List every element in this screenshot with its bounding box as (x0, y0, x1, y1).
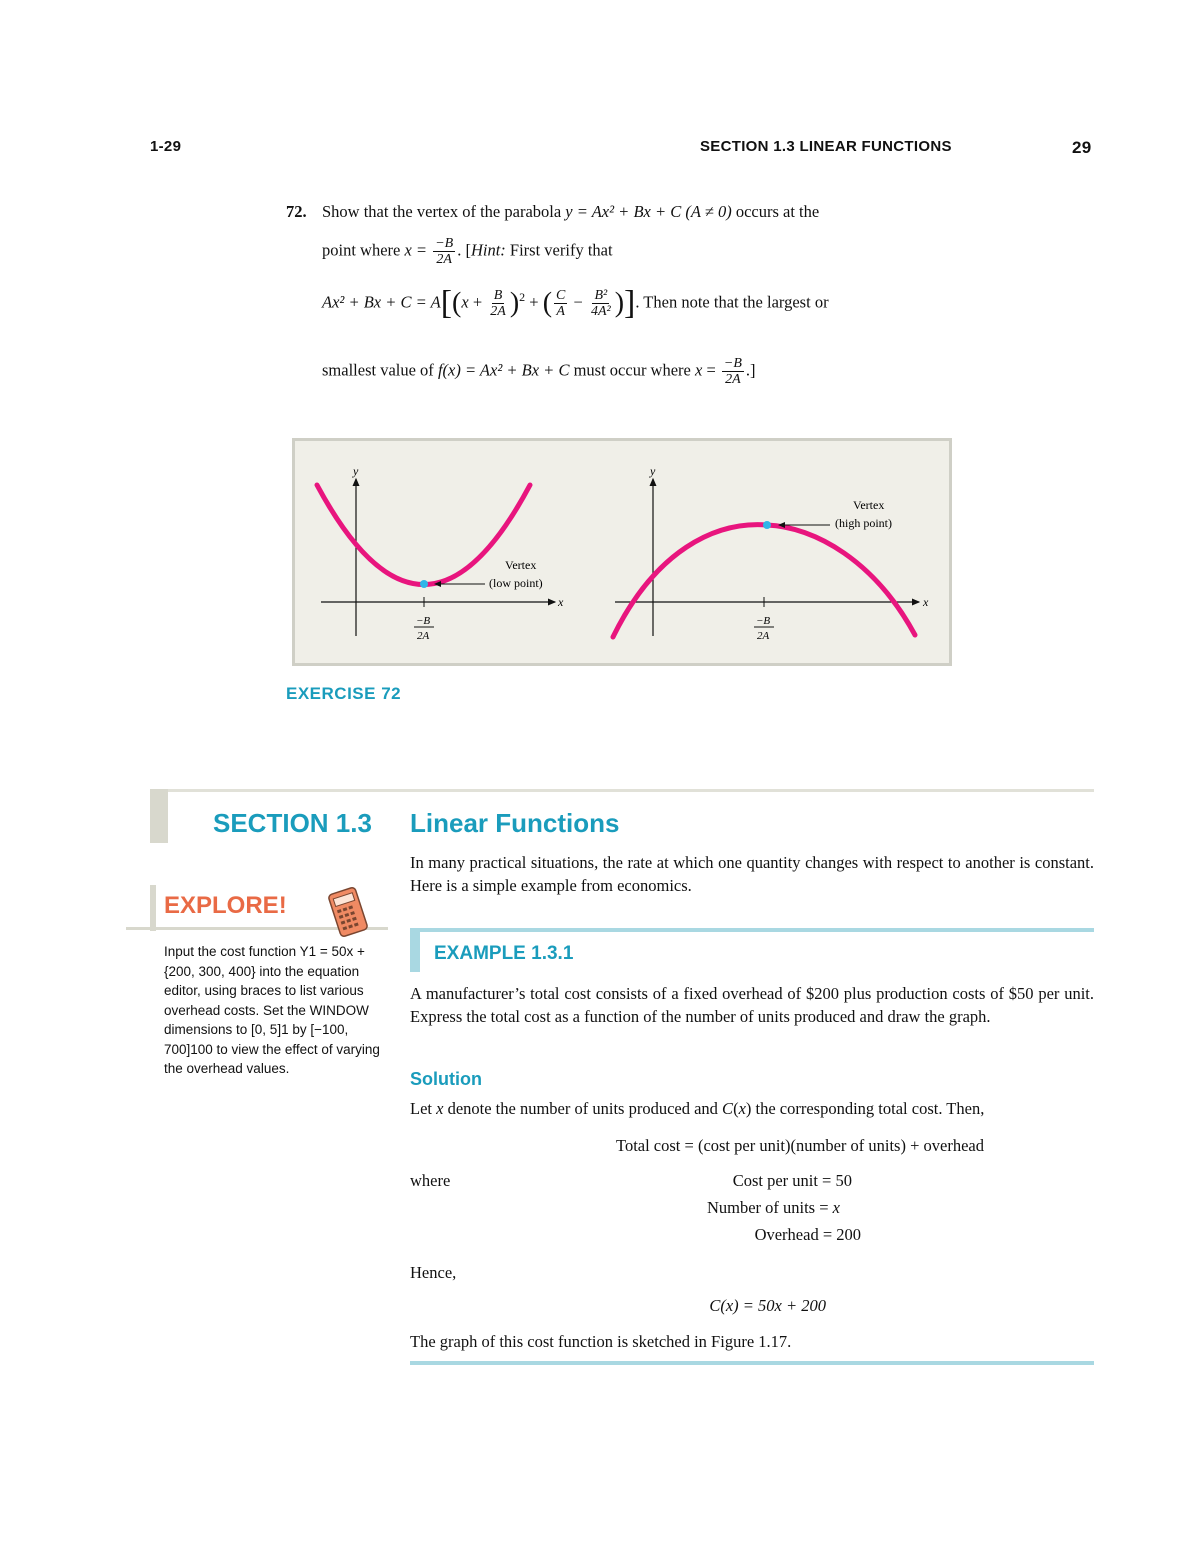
example-problem: A manufacturer’s total cost consists of a fixed overhead of $200 plus production costs of $50 per unit. Express the total cost as a function of the number of units produced and draw the graph. (410, 984, 1094, 1026)
example-end-rule (410, 1361, 1094, 1365)
cost-function: C(x) = 50x + 200 (709, 1296, 826, 1315)
right-vertex-label-1: Vertex (853, 498, 885, 512)
solution-heading: Solution (410, 1069, 482, 1089)
left-vertex-label-1: Vertex (505, 558, 537, 572)
parabola-diagrams (295, 441, 949, 663)
section-label: SECTION 1.3 (213, 808, 372, 838)
fraction-neg-b-over-2a: $\frac{-B}{2A}$ (435, 236, 454, 267)
total-cost-equation: Total cost = (cost per unit)(number of units) + overhead (616, 1136, 984, 1155)
section-intro: In many practical situations, the rate at which one quantity changes with respect to another is constant. Here is a simple example from economics. (410, 853, 1094, 895)
left-page-number: 1-29 (150, 138, 182, 155)
explore-text: Input the cost function Y1 = 50x + {200, 300, 400} into the equation editor, using braces to list various overhead costs. Set the WINDOW dimensions to [0, 5]1 by [−100, 700]100 to view the effect of varying the overhead values. (164, 944, 380, 1076)
example-rule (420, 928, 1094, 932)
right-vertex-label-2: (high point) (835, 516, 892, 530)
solution-line-1: Let x denote the number of units produced and C(x) the corresponding total cost. Then, (410, 1099, 985, 1118)
left-tick-den: 2A (417, 630, 430, 642)
example-bar (410, 928, 420, 972)
upward-parabola-curve (317, 485, 530, 585)
problem-line-2: point where x = $\frac{-B}{2A}$ . [Hint: First verify that (322, 236, 613, 267)
section-rule (168, 789, 1094, 792)
exercise-72-figure (292, 438, 952, 666)
figure-caption: EXERCISE 72 (286, 684, 402, 703)
problem-line-1: Show that the vertex of the parabola y = Ax² + Bx + C (A ≠ 0) occurs at the (322, 202, 820, 221)
hence-label: Hence, (410, 1263, 457, 1282)
problem-identity: Ax² + Bx + C = A[(x + $\frac{B}{2A}$ )$^2$ + ( $\frac{C}{A}$ − $\frac{\text{B²}}{\text{4A²}}$ )]. Then note that the largest or (322, 284, 829, 322)
running-section-title: SECTION 1.3 LINEAR FUNCTIONS (700, 138, 952, 155)
calculator-icon (326, 886, 370, 943)
right-tick-num: −B (756, 615, 771, 627)
left-tick-num: −B (416, 615, 431, 627)
number-of-units: Number of units = x (706, 1198, 840, 1217)
right-page-number: 29 (1072, 138, 1092, 157)
cost-per-unit: Cost per unit = 50 (732, 1171, 852, 1190)
section-bar (150, 789, 168, 843)
right-tick-den: 2A (757, 630, 770, 642)
explore-title: EXPLORE! (164, 892, 287, 919)
example-title: EXAMPLE 1.3.1 (434, 943, 574, 964)
left-y-label: y (353, 464, 359, 478)
left-x-label: x (558, 595, 564, 609)
closing-sentence: The graph of this cost function is sketched in Figure 1.17. (410, 1332, 792, 1351)
left-vertex-label-2: (low point) (489, 576, 543, 590)
problem-number: 72. (286, 202, 307, 221)
right-y-label: y (650, 464, 656, 478)
section-title: Linear Functions (410, 808, 620, 838)
right-x-label: x (923, 595, 929, 609)
explore-bar (150, 885, 156, 931)
high-point-vertex-dot (763, 521, 771, 529)
where-label: where (410, 1171, 451, 1190)
low-point-vertex-dot (420, 580, 428, 588)
problem-line-4: smallest value of f(x) = Ax² + Bx + C must occur where x = $\frac{-B}{2A}$ .] (322, 356, 756, 387)
overhead: Overhead = 200 (754, 1225, 861, 1244)
